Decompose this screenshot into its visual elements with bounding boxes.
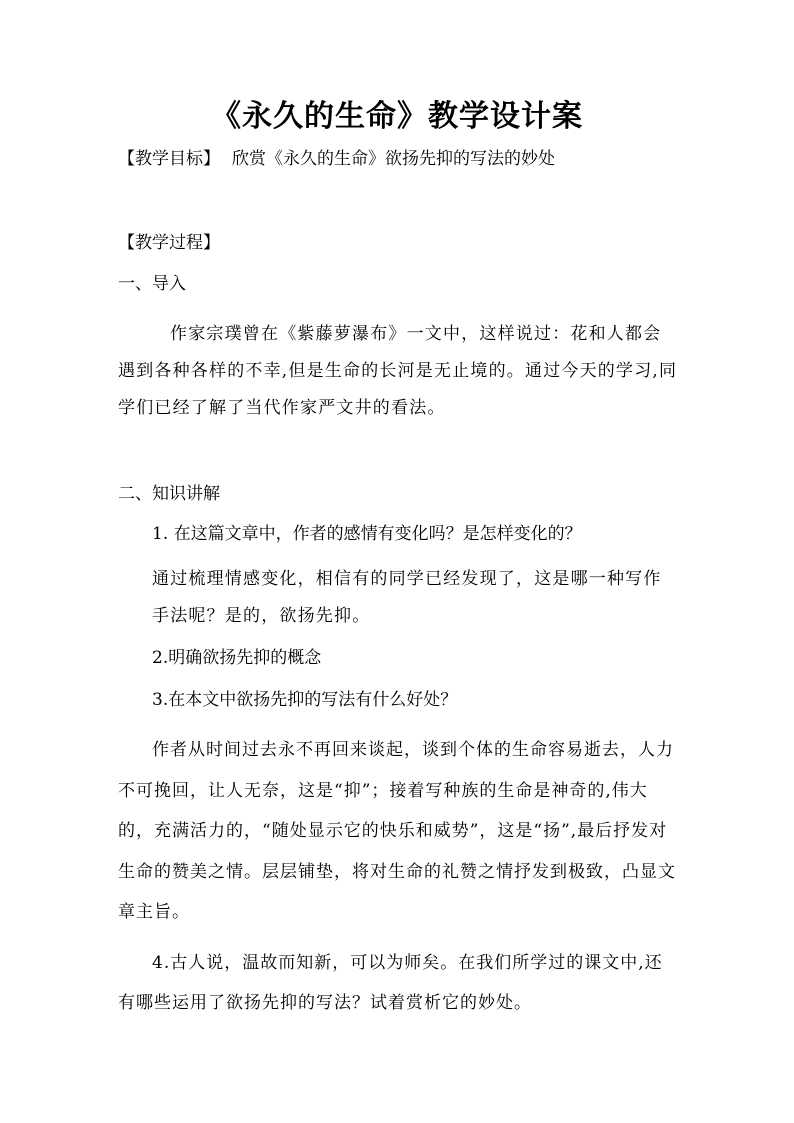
teaching-goal-text: 欣赏《永久的生命》欲扬先抑的写法的妙处 xyxy=(232,149,555,169)
teaching-goal-line xyxy=(118,147,555,171)
section-1-heading: 一、导入 xyxy=(118,274,186,294)
question-3: 3.在本文中欲扬先抑的写法有什么好处？ xyxy=(152,690,458,710)
teaching-process-label: 【教学过程】 xyxy=(118,233,220,253)
question-2: 2.明确欲扬先抑的概念 xyxy=(152,648,322,668)
answer-1: 通过梳理情感变化，相信有的同学已经发现了，这是哪一种写作手法呢？是的，欲扬先抑。 xyxy=(152,569,662,626)
answer-3: 作者从时间过去永不再回来谈起，谈到个体的生命容易逝去，人力不可挽回，让人无奈，这是“抑”；接着写种族的生命是神奇的,伟大的，充满活力的，“随处显示它的快乐和威势”，这是“扬”,最后抒发对生命的赞美之情。层层铺垫，将对生命的礼赞之情抒发到极致，凸显文章主旨。 xyxy=(118,740,676,922)
question-1: 1. 在这篇文章中，作者的感情有变化吗？是怎样变化的？ xyxy=(152,524,582,544)
teaching-goal-label: 【教学目标】 xyxy=(118,149,220,169)
document-title: 《永久的生命》教学设计案 xyxy=(211,99,583,134)
section-2-heading: 二、知识讲解 xyxy=(118,484,220,504)
question-4: 4.古人说，温故而知新，可以为师矣。在我们所学过的课文中,还有哪些运用了欲扬先抑的写法？试着赏析它的妙处。 xyxy=(118,953,663,1013)
section-1-paragraph: 作家宗璞曾在《紫藤萝瀑布》一文中，这样说过：花和人都会遇到各种各样的不幸,但是生命的长河是无止境的。通过今天的学习,同学们已经了解了当代作家严文井的看法。 xyxy=(118,324,678,418)
